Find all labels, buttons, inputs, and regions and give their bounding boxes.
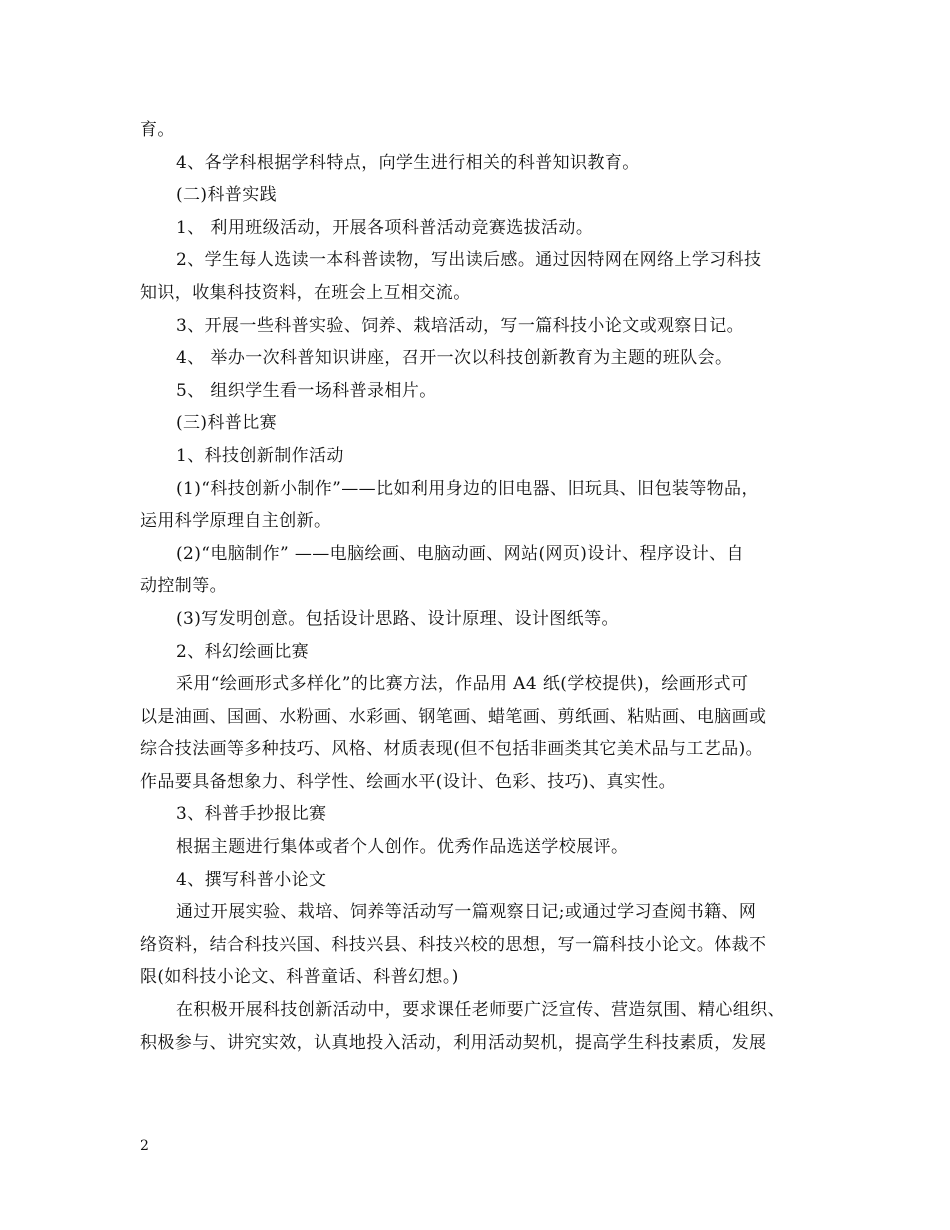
section-heading: (二)科普实践: [176, 185, 278, 206]
text-line: 动控制等。: [140, 576, 227, 597]
text-line: (2)“电脑制作” ——电脑绘画、电脑动画、网站(网页)设计、程序设计、自: [176, 543, 744, 564]
text-line: 采用“绘画形式多样化”的比赛方法，作品用 A4 纸(学校提供)，绘画形式可: [176, 674, 749, 695]
subsection-heading: 1、科技创新制作活动: [176, 445, 344, 466]
text-line: 综合技法画等多种技巧、风格、材质表现(但不包括非画类其它美术品与工艺品)。: [140, 739, 764, 760]
text-line: 根据主题进行集体或者个人创作。优秀作品选送学校展评。: [176, 837, 629, 858]
text-line: 3、开展一些科普实验、饲养、栽培活动，写一篇科技小论文或观察日记。: [176, 315, 745, 336]
text-line: 作品要具备想象力、科学性、绘画水平(设计、色彩、技巧)、真实性。: [140, 771, 677, 792]
text-line: 知识，收集科技资料，在班会上互相交流。: [140, 282, 471, 303]
text-line: 5、 组织学生看一场科普录相片。: [176, 380, 437, 401]
subsection-heading: 4、撰写科普小论文: [176, 869, 327, 890]
text-line: 在积极开展科技创新活动中，要求课任老师要广泛宣传、营造氛围、精心组织、: [176, 1000, 785, 1021]
text-line: 1、 利用班级活动，开展各项科普活动竞赛选拔活动。: [176, 217, 594, 238]
text-line: 运用科学原理自主创新。: [140, 511, 332, 532]
text-line: 4、 举办一次科普知识讲座，召开一次以科技创新教育为主题的班队会。: [176, 348, 733, 369]
document-body: [140, 114, 830, 1059]
text-line: 以是油画、国画、水粉画、水彩画、钢笔画、蜡笔画、剪纸画、粘贴画、电脑画或: [140, 706, 767, 727]
text-line: 限(如科技小论文、科普童话、科普幻想。): [140, 967, 459, 988]
page-number: 2: [140, 1138, 149, 1154]
text-line: 积极参与、讲究实效，认真地投入活动，利用活动契机，提高学生科技素质，发展: [140, 1032, 767, 1053]
text-line: (3)写发明创意。包括设计思路、设计原理、设计图纸等。: [176, 608, 619, 629]
text-line: 4、各学科根据学科特点，向学生进行相关的科普知识教育。: [176, 152, 640, 173]
text-line: 通过开展实验、栽培、饲养等活动写一篇观察日记;或通过学习查阅书籍、网: [176, 902, 757, 923]
subsection-heading: 3、科普手抄报比赛: [176, 804, 327, 825]
subsection-heading: 2、科幻绘画比赛: [176, 641, 310, 662]
section-heading: (三)科普比赛: [176, 413, 278, 434]
text-line: 2、学生每人选读一本科普读物，写出读后感。通过因特网在网络上学习科技: [176, 250, 762, 271]
text-line: 育。: [140, 120, 175, 140]
text-line: (1)“科技创新小制作”——比如利用身边的旧电器、旧玩具、旧包装等物品，: [176, 478, 759, 499]
text-line: 络资料，结合科技兴国、科技兴县、科技兴校的思想，写一篇科技小论文。体裁不: [140, 934, 767, 955]
